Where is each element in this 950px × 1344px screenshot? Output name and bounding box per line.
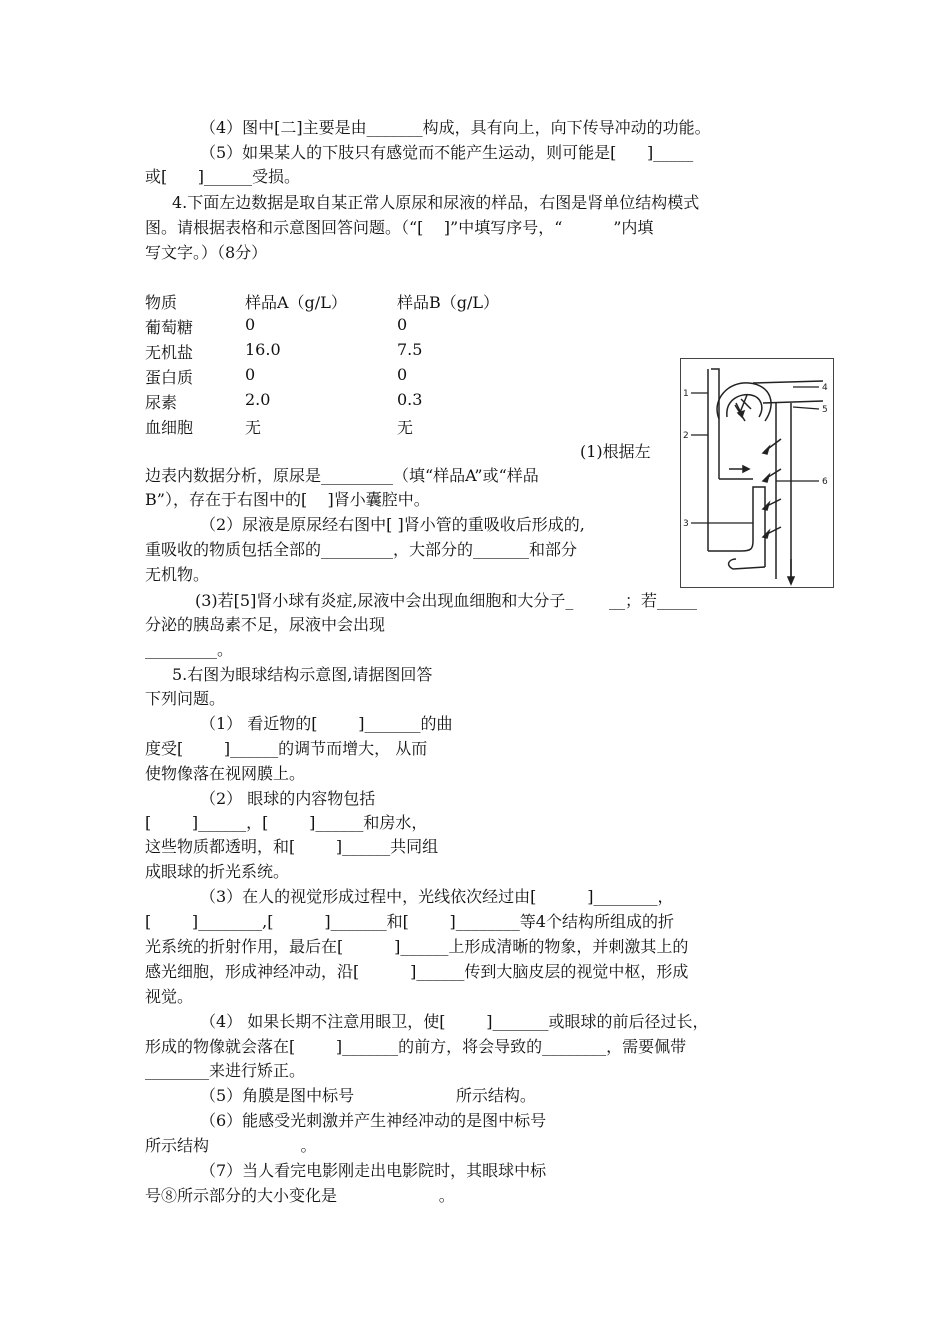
table-header-cell: 样品A（g/L） xyxy=(245,293,347,312)
table-cell: 尿素 xyxy=(145,393,178,412)
table-header-row xyxy=(145,290,537,315)
table-cell: 0.3 xyxy=(397,390,423,409)
figure-label: 2 xyxy=(683,431,689,441)
q5-p6-line2: 所示结构 。 xyxy=(145,1136,317,1155)
q5-p1-line2: 度受[ ]______的调节而增大， 从而 xyxy=(145,739,428,758)
table-cell: 0 xyxy=(397,365,408,384)
table-row xyxy=(145,340,537,365)
q5-p7-line1: （7）当人看完电影刚走出电影院时，其眼球中标 xyxy=(200,1161,547,1180)
q3-item4: （4）图中[二]主要是由_______构成，具有向上，向下传导冲动的功能。 xyxy=(200,118,711,137)
q5-p2-line3: 这些物质都透明，和[ ]______共同组 xyxy=(145,837,439,856)
figure-label: 4 xyxy=(822,383,828,393)
q5-p4-line2: 形成的物像就会落在[ ]_______的前方，将会导致的________，需要佩带 xyxy=(145,1037,687,1056)
table-row xyxy=(145,365,537,390)
nephron-diagram xyxy=(680,358,834,588)
q4-p3-line2: 分泌的胰岛素不足，尿液中会出现 xyxy=(145,615,386,634)
table-header-cell: 物质 xyxy=(145,293,178,312)
table-cell: 无 xyxy=(245,418,262,437)
q5-p5: （5）角膜是图中标号 所示结构。 xyxy=(200,1086,536,1105)
q4-p1-line3: B”），存在于右图中的[ ]肾小囊腔中。 xyxy=(145,490,430,509)
figure-label: 1 xyxy=(683,389,689,399)
q4-p1-line2: 边表内数据分析，原尿是_________（填“样品A”或“样品 xyxy=(145,466,539,485)
q5-p3-line4: 感光细胞，形成神经冲动，沿[ ]______传到大脑皮层的视觉中枢，形成 xyxy=(145,962,689,981)
table-cell: 0 xyxy=(245,365,256,384)
q5-intro-line1: 5.右图为眼球结构示意图,请据图回答 xyxy=(172,665,433,684)
table-row xyxy=(145,390,537,415)
q5-p2-line2: [ ]______，[ ]______和房水， xyxy=(145,813,428,832)
q5-p3-line2: [ ]________,[ ]_______和[ ]________等4个结构所组成的折 xyxy=(145,912,674,931)
table-cell: 16.0 xyxy=(245,340,281,359)
figure-label: 5 xyxy=(822,405,828,415)
q5-p2-line1: （2） 眼球的内容物包括 xyxy=(200,789,376,808)
figure-label: 3 xyxy=(683,519,689,529)
q5-p1-line3: 使物像落在视网膜上。 xyxy=(145,764,306,783)
table-cell: 7.5 xyxy=(397,340,423,359)
q5-intro-line2: 下列问题。 xyxy=(145,689,226,708)
table-cell: 无 xyxy=(397,418,414,437)
q5-p3-line5: 视觉。 xyxy=(145,987,194,1006)
q5-p3-line1: （3）在人的视觉形成过程中，光线依次经过由[ ]________， xyxy=(200,887,674,906)
table-row xyxy=(145,315,537,340)
q5-p6-line1: （6）能感受光刺激并产生神经冲动的是图中标号 xyxy=(200,1111,547,1130)
table-cell: 2.0 xyxy=(245,390,271,409)
q4-p2-line2: 重吸收的物质包括全部的_________，大部分的_______和部分 xyxy=(145,540,578,559)
table-cell: 葡萄糖 xyxy=(145,318,194,337)
q4-p1-line1: (1)根据左 xyxy=(580,442,651,461)
table-cell: 0 xyxy=(245,315,256,334)
q3-item5-line1: （5）如果某人的下肢只有感觉而不能产生运动，则可能是[ ]_____ xyxy=(200,143,694,162)
table-cell: 蛋白质 xyxy=(145,368,194,387)
table-cell: 血细胞 xyxy=(145,418,194,437)
q4-intro-line3: 写文字。）（8分） xyxy=(145,243,268,262)
sample-table xyxy=(145,290,537,440)
q4-intro-line2: 图。请根据表格和示意图回答问题。（“[ ]”中填写序号，“ ”内填 xyxy=(145,218,654,237)
q5-p3-line3: 光系统的折射作用，最后在[ ]______上形成清晰的物象，并刺激其上的 xyxy=(145,937,689,956)
table-cell: 无机盐 xyxy=(145,343,194,362)
q5-p4-line1: （4） 如果长期不注意用眼卫，使[ ]_______或眼球的前后径过长， xyxy=(200,1012,709,1031)
q4-p3-line3: _________。 xyxy=(145,640,234,659)
table-header-cell: 样品B（g/L） xyxy=(397,293,500,312)
nephron-drawing xyxy=(681,359,833,587)
q5-p1-line1: （1） 看近物的[ ]_______的曲 xyxy=(200,714,453,733)
table-cell: 0 xyxy=(397,315,408,334)
q4-p3-line1: (3)若[5]肾小球有炎症,尿液中会出现血细胞和大分子_ __；若_____ xyxy=(195,591,698,610)
q5-p2-line4: 成眼球的折光系统。 xyxy=(145,862,290,881)
table-row xyxy=(145,415,537,440)
q4-p2-line3: 无机物。 xyxy=(145,565,210,584)
q4-p2-line1: （2）尿液是原尿经右图中[ ]肾小管的重吸收后形成的, xyxy=(200,515,585,534)
figure-label: 6 xyxy=(822,477,828,487)
q5-p4-line3: ________来进行矫正。 xyxy=(145,1061,306,1080)
q4-intro-line1: 4.下面左边数据是取自某正常人原尿和尿液的样品，右图是肾单位结构模式 xyxy=(172,193,700,212)
q5-p7-line2: 号⑧所示部分的大小变化是 。 xyxy=(145,1186,455,1205)
q3-item5-line2: 或[ ]______受损。 xyxy=(145,167,301,186)
